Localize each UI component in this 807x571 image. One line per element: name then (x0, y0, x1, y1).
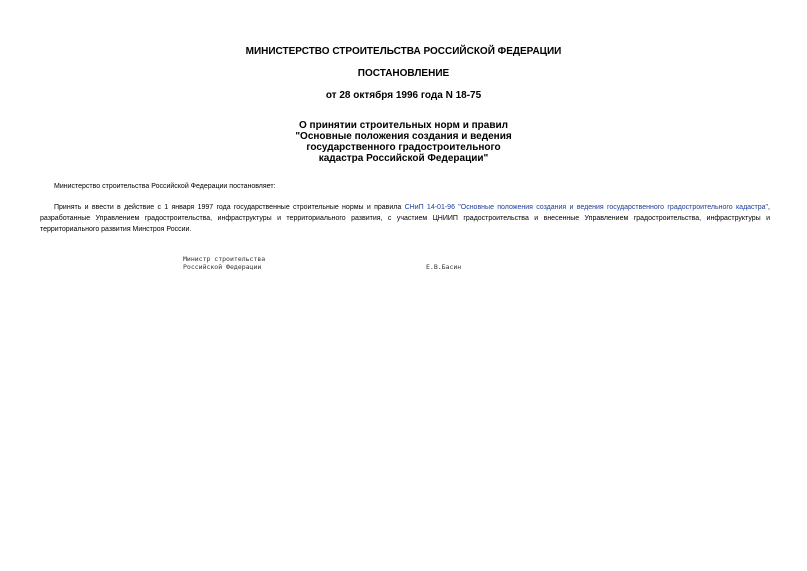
resolution-text-after: , разработанные Управлением градостроительства, инфраструктуры и территориального развития, с участием ЦНИИП градостроительства и внесенные Управлением градостроительства, инфраструктуры и территориального развития Минстроя России. (40, 204, 770, 233)
resolution-paragraph (40, 202, 770, 235)
intro-paragraph: Министерство строительства Российской Федерации постановляет: (54, 183, 276, 190)
document-subject (0, 120, 807, 164)
resolution-text-before: Принять и ввести в действие с 1 января 1997 года государственные строительные нормы и правила (54, 204, 405, 211)
subject-line: О принятии строительных норм и правил (299, 120, 508, 131)
subject-line: "Основные положения создания и ведения (295, 131, 512, 142)
signature-name: Е.В.Басин (426, 263, 462, 271)
subject-line: государственного градостроительного (306, 142, 501, 153)
subject-line: кадастра Российской Федерации" (318, 153, 489, 164)
signature-position-line2: Российской Федерации (183, 263, 262, 271)
document-date-number: от 28 октября 1996 года N 18-75 (325, 90, 482, 101)
signature-position-line1: Министр строительства (183, 255, 266, 263)
ministry-title: МИНИСТЕРСТВО СТРОИТЕЛЬСТВА РОССИЙСКОЙ ФЕДЕРАЦИИ (245, 46, 562, 57)
document-type: ПОСТАНОВЛЕНИЕ (357, 68, 450, 79)
snip-document-link[interactable]: СНиП 14-01-96 "Основные положения создания и ведения государственного градостроительного кадастра" (404, 204, 769, 211)
